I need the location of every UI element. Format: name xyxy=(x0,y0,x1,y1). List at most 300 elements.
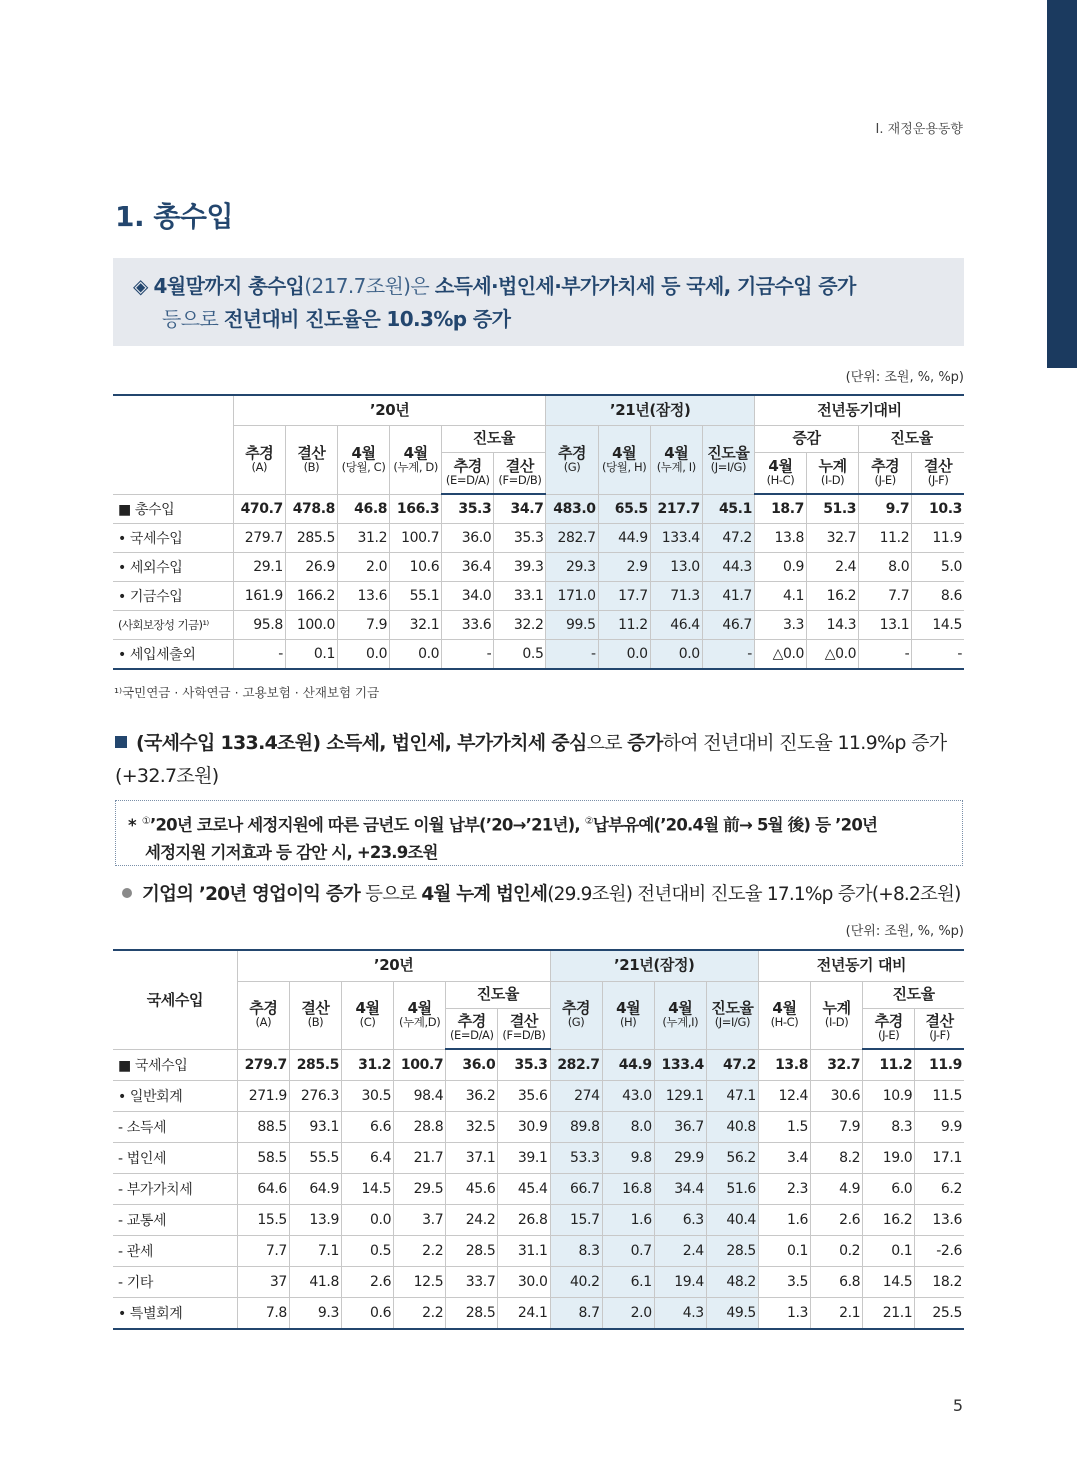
cell: 0.7 xyxy=(602,1236,654,1267)
cell: 1.6 xyxy=(602,1205,654,1236)
cell: 271.9 xyxy=(237,1081,289,1112)
table2-group-2020: ’20년 xyxy=(237,950,550,981)
row-label: • 국세수입 xyxy=(113,524,233,553)
cell: 7.9 xyxy=(337,611,389,640)
cell: 13.6 xyxy=(337,582,389,611)
table1-group-yoy: 전년동기대비 xyxy=(754,395,964,425)
diamond-marker: ◈ xyxy=(133,274,148,298)
point-bold-2: 증가 xyxy=(627,732,663,754)
table1-head: 4월 (당월, H) xyxy=(598,425,650,494)
row-label: - 기타 xyxy=(113,1267,237,1298)
table1-head: 4월 (당월, C) xyxy=(337,425,389,494)
cell: 89.8 xyxy=(550,1112,602,1143)
cell: 133.4 xyxy=(650,524,702,553)
cell: 98.4 xyxy=(394,1081,446,1112)
cell: 49.5 xyxy=(706,1298,758,1330)
cell: 26.8 xyxy=(498,1205,550,1236)
row-label: • 기금수입 xyxy=(113,582,233,611)
cell: 28.5 xyxy=(706,1236,758,1267)
sub-point-bold-2: 4월 누계 법인세 xyxy=(421,884,548,905)
cell: 35.6 xyxy=(498,1081,550,1112)
cell: 0.0 xyxy=(598,640,650,670)
cell: 46.7 xyxy=(702,611,754,640)
table2-group-yoy: 전년동기 대비 xyxy=(758,950,964,981)
row-label: • 일반회계 xyxy=(113,1081,237,1112)
table-row xyxy=(113,1112,964,1143)
cell: 32.5 xyxy=(446,1112,498,1143)
cell: 64.9 xyxy=(289,1174,341,1205)
cell: 13.8 xyxy=(754,524,806,553)
cell: 2.3 xyxy=(758,1174,810,1205)
cell: 2.6 xyxy=(342,1267,394,1298)
table1-head: 결산 (F=D/B) xyxy=(494,452,546,494)
table1-head: 결산 (B) xyxy=(285,425,337,494)
national-tax-table xyxy=(113,949,964,1330)
cell: 166.3 xyxy=(390,494,442,524)
total-revenue-table xyxy=(113,394,964,670)
cell: 37 xyxy=(237,1267,289,1298)
cell: 2.4 xyxy=(807,553,859,582)
table2-head-progress2: 진도율 xyxy=(863,981,964,1008)
point-text-3: (+32.7조원) xyxy=(115,765,219,787)
table1-head: 누계 (I-D) xyxy=(807,452,859,494)
cell: 6.2 xyxy=(915,1174,964,1205)
note-marker-1: ① xyxy=(141,816,151,827)
table1-head: 추경 (E=D/A) xyxy=(442,452,494,494)
cell: 161.9 xyxy=(233,582,285,611)
cell: 21.7 xyxy=(394,1143,446,1174)
cell: - xyxy=(912,640,964,670)
cell: 45.1 xyxy=(702,494,754,524)
table1-head: 4월 (H-C) xyxy=(754,452,806,494)
cell: 285.5 xyxy=(289,1049,341,1081)
table2-head: 누계 (I-D) xyxy=(811,981,863,1049)
cell: 17.7 xyxy=(598,582,650,611)
cell: 7.7 xyxy=(237,1236,289,1267)
cell: - xyxy=(546,640,598,670)
cell: 14.5 xyxy=(912,611,964,640)
cell: 7.9 xyxy=(811,1112,863,1143)
cell: 0.6 xyxy=(342,1298,394,1330)
cell: 39.3 xyxy=(494,553,546,582)
cell: 24.1 xyxy=(498,1298,550,1330)
cell: 17.1 xyxy=(915,1143,964,1174)
cell: 7.7 xyxy=(859,582,912,611)
cell: 10.9 xyxy=(863,1081,915,1112)
cell: 7.8 xyxy=(237,1298,289,1330)
cell: 171.0 xyxy=(546,582,598,611)
cell: 36.0 xyxy=(446,1049,498,1081)
cell: 13.1 xyxy=(859,611,912,640)
cell: 34.7 xyxy=(494,494,546,524)
table2-head: 진도율 (J=I/G) xyxy=(706,981,758,1049)
cell: 11.9 xyxy=(912,524,964,553)
cell: 6.3 xyxy=(654,1205,706,1236)
cell: 6.4 xyxy=(342,1143,394,1174)
cell: 129.1 xyxy=(654,1081,706,1112)
table-row xyxy=(113,640,964,670)
note-box xyxy=(115,800,963,866)
cell: 65.5 xyxy=(598,494,650,524)
cell: 4.9 xyxy=(811,1174,863,1205)
cell: 16.2 xyxy=(807,582,859,611)
cell: 64.6 xyxy=(237,1174,289,1205)
cell: 39.1 xyxy=(498,1143,550,1174)
cell: 53.3 xyxy=(550,1143,602,1174)
cell: 9.8 xyxy=(602,1143,654,1174)
cell: - xyxy=(702,640,754,670)
cell: 21.1 xyxy=(863,1298,915,1330)
table-row xyxy=(113,1205,964,1236)
cell: 1.5 xyxy=(758,1112,810,1143)
cell: 8.3 xyxy=(863,1112,915,1143)
cell: △0.0 xyxy=(754,640,806,670)
key-point xyxy=(115,727,985,793)
cell: 11.9 xyxy=(915,1049,964,1081)
table1-head-change: 증감 xyxy=(754,425,858,452)
table1-head: 4월 (누계, I) xyxy=(650,425,702,494)
cell: 8.3 xyxy=(550,1236,602,1267)
cell: 16.2 xyxy=(863,1205,915,1236)
cell: 93.1 xyxy=(289,1112,341,1143)
square-bullet-icon xyxy=(115,736,127,748)
cell: 99.5 xyxy=(546,611,598,640)
cell: 0.0 xyxy=(342,1205,394,1236)
cell: 33.6 xyxy=(442,611,494,640)
cell: 9.7 xyxy=(859,494,912,524)
cell: 40.8 xyxy=(706,1112,758,1143)
cell: 3.7 xyxy=(394,1205,446,1236)
summary-text-1: (217.7조원)은 xyxy=(304,274,430,298)
cell: 30.9 xyxy=(498,1112,550,1143)
cell: - xyxy=(233,640,285,670)
note-marker-2: ② xyxy=(584,816,593,827)
summary-line-2 xyxy=(133,303,964,336)
summary-line-1 xyxy=(133,270,964,303)
cell: 2.9 xyxy=(598,553,650,582)
cell: 282.7 xyxy=(550,1049,602,1081)
cell: 30.6 xyxy=(811,1081,863,1112)
cell: - xyxy=(442,640,494,670)
cell: 31.2 xyxy=(337,524,389,553)
cell: 28.5 xyxy=(446,1298,498,1330)
row-label: • 세외수입 xyxy=(113,553,233,582)
cell: 8.6 xyxy=(912,582,964,611)
cell: 10.3 xyxy=(912,494,964,524)
cell: 274 xyxy=(550,1081,602,1112)
table2-head: 추경 (G) xyxy=(550,981,602,1049)
table1-body xyxy=(113,494,964,669)
cell: 0.0 xyxy=(337,640,389,670)
cell: 44.9 xyxy=(598,524,650,553)
cell: 25.5 xyxy=(915,1298,964,1330)
cell: 14.5 xyxy=(342,1174,394,1205)
cell: 66.7 xyxy=(550,1174,602,1205)
cell: 8.2 xyxy=(811,1143,863,1174)
cell: 279.7 xyxy=(237,1049,289,1081)
cell: 3.4 xyxy=(758,1143,810,1174)
cell: 51.3 xyxy=(807,494,859,524)
summary-box xyxy=(113,258,964,346)
row-label: ■ 국세수입 xyxy=(113,1049,237,1081)
cell: 33.1 xyxy=(494,582,546,611)
cell: 2.6 xyxy=(811,1205,863,1236)
cell: 24.2 xyxy=(446,1205,498,1236)
cell: 483.0 xyxy=(546,494,598,524)
table-row xyxy=(113,1236,964,1267)
cell: 48.2 xyxy=(706,1267,758,1298)
sub-point-bold-1: 기업의 ’20년 영업이익 증가 xyxy=(142,884,361,905)
cell: 40.2 xyxy=(550,1267,602,1298)
cell: 34.4 xyxy=(654,1174,706,1205)
cell: 36.7 xyxy=(654,1112,706,1143)
sub-point-text-1: 등으로 xyxy=(365,884,417,905)
cell: 470.7 xyxy=(233,494,285,524)
cell: 41.7 xyxy=(702,582,754,611)
cell: 47.1 xyxy=(706,1081,758,1112)
cell: 29.5 xyxy=(394,1174,446,1205)
cell: 13.9 xyxy=(289,1205,341,1236)
table1-head: 추경 (A) xyxy=(233,425,285,494)
cell: 29.1 xyxy=(233,553,285,582)
cell: 88.5 xyxy=(237,1112,289,1143)
cell: 2.1 xyxy=(811,1298,863,1330)
cell: 35.3 xyxy=(494,524,546,553)
cell: 9.3 xyxy=(289,1298,341,1330)
cell: 35.3 xyxy=(442,494,494,524)
table1-head: 추경 (G) xyxy=(546,425,598,494)
cell: 11.5 xyxy=(915,1081,964,1112)
table-row xyxy=(113,553,964,582)
summary-bold-3: 전년대비 진도율은 10.3%p 증가 xyxy=(223,307,511,331)
unit-label-2: (단위: 조원, %, %p) xyxy=(845,924,964,939)
point-text-2: 하여 전년대비 진도율 11.9%p 증가 xyxy=(662,732,947,754)
cell: 11.2 xyxy=(859,524,912,553)
table1-head-progress: 진도율 xyxy=(442,425,546,452)
cell: 8.7 xyxy=(550,1298,602,1330)
cell: 0.1 xyxy=(863,1236,915,1267)
cell: 8.0 xyxy=(602,1112,654,1143)
cell: 0.9 xyxy=(754,553,806,582)
cell: 45.4 xyxy=(498,1174,550,1205)
row-label: - 부가가치세 xyxy=(113,1174,237,1205)
table1-head: 추경 (J-E) xyxy=(859,452,912,494)
cell: 279.7 xyxy=(233,524,285,553)
cell: 19.4 xyxy=(654,1267,706,1298)
point-text-1: 으로 xyxy=(586,732,622,754)
cell: 29.9 xyxy=(654,1143,706,1174)
cell: 51.6 xyxy=(706,1174,758,1205)
cell: 100.0 xyxy=(285,611,337,640)
table2-head: 4월 (C) xyxy=(342,981,394,1049)
cell: -2.6 xyxy=(915,1236,964,1267)
table-row xyxy=(113,494,964,524)
cell: 0.0 xyxy=(650,640,702,670)
table-row xyxy=(113,1081,964,1112)
cell: 7.1 xyxy=(289,1236,341,1267)
cell: 28.5 xyxy=(446,1236,498,1267)
section-title: 1. 총수입 xyxy=(115,200,234,233)
cell: 31.1 xyxy=(498,1236,550,1267)
cell: 95.8 xyxy=(233,611,285,640)
cell: 11.2 xyxy=(863,1049,915,1081)
cell: - xyxy=(859,640,912,670)
row-label: ■ 총수입 xyxy=(113,494,233,524)
row-label: - 교통세 xyxy=(113,1205,237,1236)
cell: 2.0 xyxy=(602,1298,654,1330)
cell: 0.1 xyxy=(285,640,337,670)
cell: 1.6 xyxy=(758,1205,810,1236)
cell: 40.4 xyxy=(706,1205,758,1236)
cell: 2.4 xyxy=(654,1236,706,1267)
row-label: • 특별회계 xyxy=(113,1298,237,1330)
cell: 35.3 xyxy=(498,1049,550,1081)
point-bold-1: (국세수입 133.4조원) 소득세, 법인세, 부가가치세 중심 xyxy=(136,732,587,754)
cell: 15.5 xyxy=(237,1205,289,1236)
cell: 6.0 xyxy=(863,1174,915,1205)
table2-head: 4월 (누계,I) xyxy=(654,981,706,1049)
cell: 30.0 xyxy=(498,1267,550,1298)
cell: 31.2 xyxy=(342,1049,394,1081)
table-row xyxy=(113,1267,964,1298)
note-star: * xyxy=(128,815,136,835)
table2-head: 추경 (A) xyxy=(237,981,289,1049)
cell: 32.7 xyxy=(807,524,859,553)
cell: 28.8 xyxy=(394,1112,446,1143)
cell: 133.4 xyxy=(654,1049,706,1081)
table1-head: 4월 (누계, D) xyxy=(390,425,442,494)
table2-head-progress: 진도율 xyxy=(446,981,550,1008)
table-row xyxy=(113,1049,964,1081)
cell: 100.7 xyxy=(390,524,442,553)
table2-head: 4월 (누계,D) xyxy=(394,981,446,1049)
cell: 2.2 xyxy=(394,1298,446,1330)
cell: 15.7 xyxy=(550,1205,602,1236)
cell: 0.5 xyxy=(494,640,546,670)
table2-head: 결산 (B) xyxy=(289,981,341,1049)
cell: 46.8 xyxy=(337,494,389,524)
cell: 44.3 xyxy=(702,553,754,582)
cell: 13.0 xyxy=(650,553,702,582)
cell: 41.8 xyxy=(289,1267,341,1298)
cell: 4.1 xyxy=(754,582,806,611)
cell: 16.8 xyxy=(602,1174,654,1205)
cell: 0.0 xyxy=(390,640,442,670)
cell: 36.0 xyxy=(442,524,494,553)
cell: 34.0 xyxy=(442,582,494,611)
cell: 71.3 xyxy=(650,582,702,611)
row-label: • 세입세출외 xyxy=(113,640,233,670)
note-line-2: 세정지원 기저효과 등 감안 시, +23.9조원 xyxy=(145,842,438,862)
row-label: (사회보장성 기금)¹⁾ xyxy=(113,611,233,640)
cell: 217.7 xyxy=(650,494,702,524)
table1-head: 진도율 (J=I/G) xyxy=(702,425,754,494)
cell: 32.1 xyxy=(390,611,442,640)
table2-head: 결산 (J-F) xyxy=(915,1008,964,1049)
table-row xyxy=(113,1143,964,1174)
cell: 285.5 xyxy=(285,524,337,553)
row-label: - 소득세 xyxy=(113,1112,237,1143)
cell: 32.7 xyxy=(811,1049,863,1081)
table2-head: 4월 (H) xyxy=(602,981,654,1049)
cell: 46.4 xyxy=(650,611,702,640)
summary-bold-1: 4월말까지 총수입 xyxy=(153,274,305,298)
cell: 2.0 xyxy=(337,553,389,582)
cell: 100.7 xyxy=(394,1049,446,1081)
cell: 26.9 xyxy=(285,553,337,582)
cell: 6.8 xyxy=(811,1267,863,1298)
cell: 45.6 xyxy=(446,1174,498,1205)
cell: 478.8 xyxy=(285,494,337,524)
cell: 3.3 xyxy=(754,611,806,640)
table-row xyxy=(113,1298,964,1330)
table1-corner xyxy=(113,395,233,494)
sub-point xyxy=(122,880,961,906)
row-label: - 법인세 xyxy=(113,1143,237,1174)
table2-head: 추경 (E=D/A) xyxy=(446,1008,498,1049)
cell: 30.5 xyxy=(342,1081,394,1112)
table1-group-2021: ’21년(잠정) xyxy=(546,395,754,425)
cell: 12.5 xyxy=(394,1267,446,1298)
cell: 4.3 xyxy=(654,1298,706,1330)
cell: 166.2 xyxy=(285,582,337,611)
cell: 0.2 xyxy=(811,1236,863,1267)
summary-bold-2: 소득세·법인세·부가가치세 등 국세, 기금수입 증가 xyxy=(434,274,856,298)
table1-head: 결산 (J-F) xyxy=(912,452,964,494)
cell: 47.2 xyxy=(706,1049,758,1081)
sub-point-text-2: (29.9조원) 전년대비 진도율 17.1%p 증가(+8.2조원) xyxy=(547,884,961,905)
cell: 276.3 xyxy=(289,1081,341,1112)
cell: 11.2 xyxy=(598,611,650,640)
table1-group-2020: ’20년 xyxy=(233,395,546,425)
cell: 0.1 xyxy=(758,1236,810,1267)
cell: 1.3 xyxy=(758,1298,810,1330)
cell: 0.5 xyxy=(342,1236,394,1267)
table-row xyxy=(113,611,964,640)
cell: 10.6 xyxy=(390,553,442,582)
table1-head-progress2: 진도율 xyxy=(859,425,964,452)
cell: 47.2 xyxy=(702,524,754,553)
cell: 44.9 xyxy=(602,1049,654,1081)
cell: 6.6 xyxy=(342,1112,394,1143)
cell: 58.5 xyxy=(237,1143,289,1174)
note-line-1b: 납부유예(’20.4월 前→ 5월 後) 등 ’20년 xyxy=(592,815,878,835)
cell: 33.7 xyxy=(446,1267,498,1298)
circle-bullet-icon xyxy=(122,888,132,898)
unit-label-1: (단위: 조원, %, %p) xyxy=(845,370,964,385)
table2-body xyxy=(113,1049,964,1329)
cell: 18.7 xyxy=(754,494,806,524)
table-row xyxy=(113,1174,964,1205)
cell: 5.0 xyxy=(912,553,964,582)
cell: 56.2 xyxy=(706,1143,758,1174)
cell: 55.5 xyxy=(289,1143,341,1174)
cell: 9.9 xyxy=(915,1112,964,1143)
cell: 43.0 xyxy=(602,1081,654,1112)
cell: 8.0 xyxy=(859,553,912,582)
cell: 29.3 xyxy=(546,553,598,582)
running-header: Ⅰ. 재정운용동향 xyxy=(875,122,963,137)
cell: 18.2 xyxy=(915,1267,964,1298)
cell: 3.5 xyxy=(758,1267,810,1298)
table-row xyxy=(113,524,964,553)
table2-head: 4월 (H-C) xyxy=(758,981,810,1049)
cell: 36.4 xyxy=(442,553,494,582)
cell: 36.2 xyxy=(446,1081,498,1112)
cell: 6.1 xyxy=(602,1267,654,1298)
table2-head: 결산 (F=D/B) xyxy=(498,1008,550,1049)
cell: 14.3 xyxy=(807,611,859,640)
